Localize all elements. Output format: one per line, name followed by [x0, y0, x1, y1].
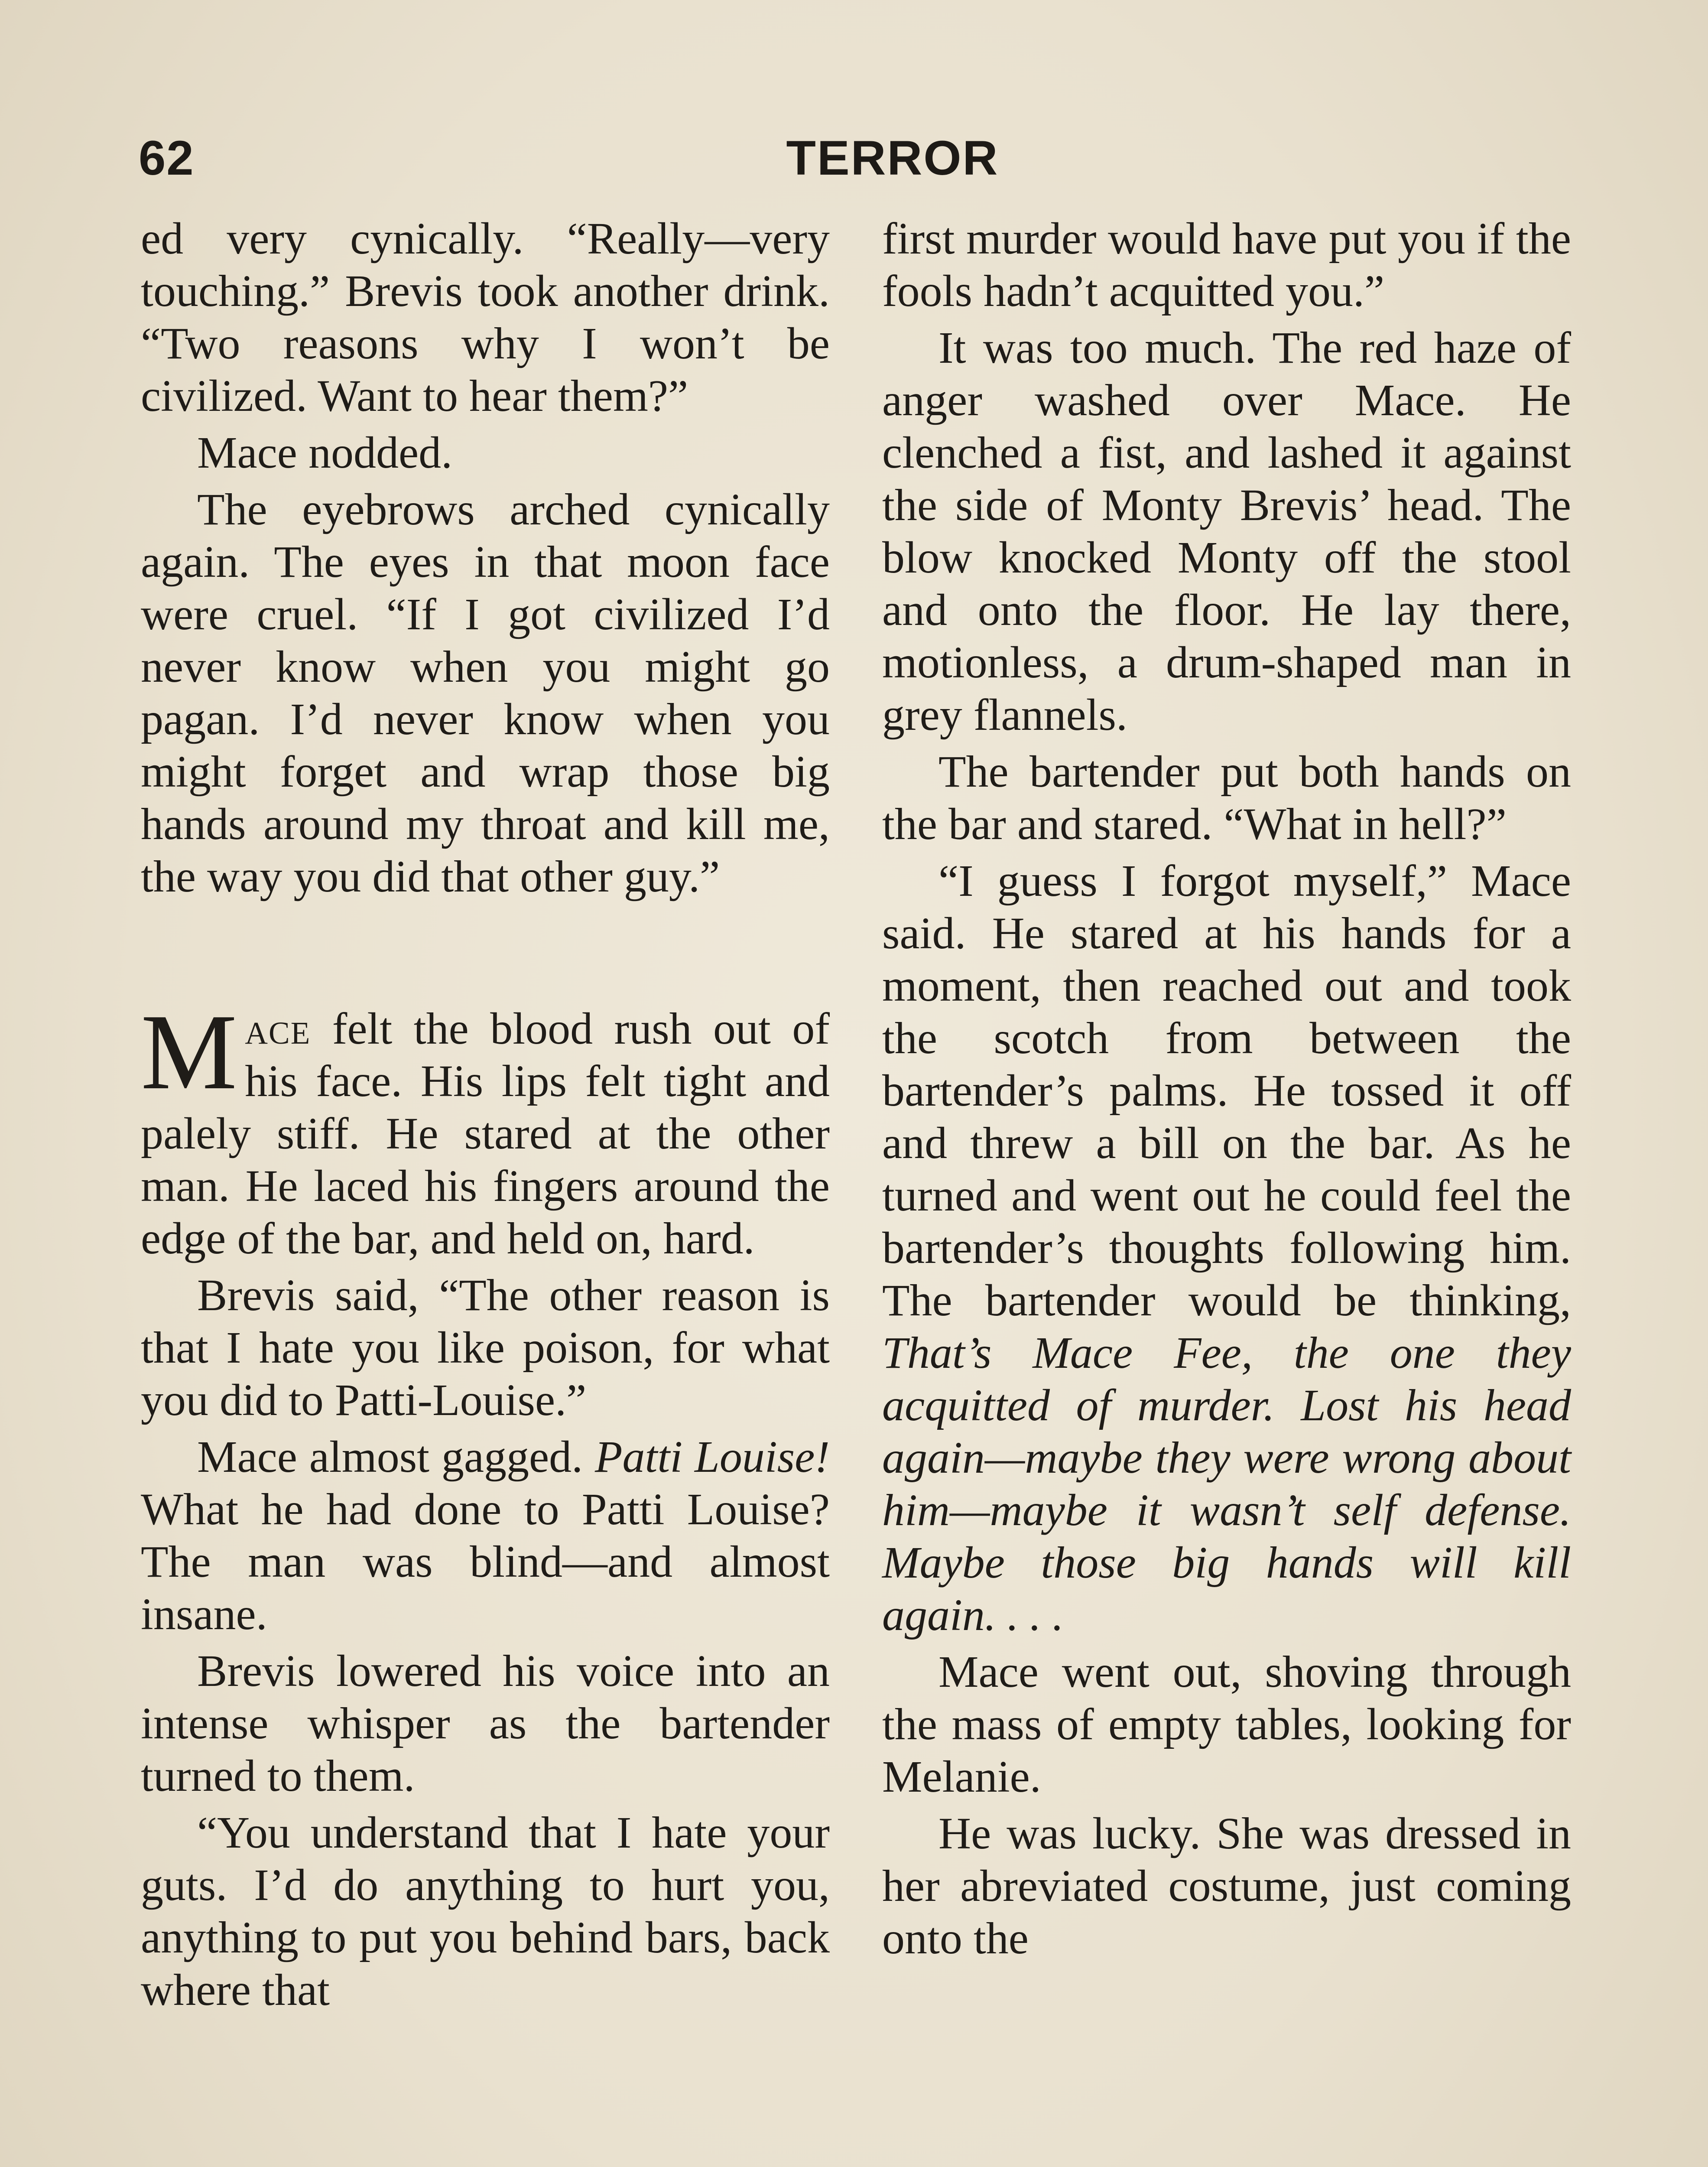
paragraph — [141, 1431, 830, 1640]
paragraph-text: What he had done to Patti Louise? The man was blind—and almost insane. — [141, 1484, 830, 1639]
paragraph: He was lucky. She was dressed in her abreviated costume, just coming onto the — [882, 1809, 1571, 1963]
paragraph-text: felt the blood rush out of his face. His lips felt tight and palely stiff. He stared at the other man. He laced his fingers around the edge of the bar, and held on, hard. — [141, 1004, 830, 1263]
page-number: 62 — [139, 131, 195, 185]
paragraph: The bartender put both hands on the bar and stared. “What in hell?” — [882, 747, 1571, 849]
small-caps-lead: ace — [245, 1004, 311, 1054]
italic-text: That’s Mace Fee, the one they acquitted of murder. Lost his head again—maybe they were wrong about him—maybe it wasn’t self defense. Maybe those big hands will kill again. . . . — [882, 1328, 1571, 1640]
right-column — [882, 212, 1571, 1969]
paragraph-text: “I guess I forgot myself,” Mace said. He stared at his hands for a moment, then reached out and took the scotch from between the bartender’s palms. He tossed it off and threw a bill on the bar. As he turned and went out he could feel the bartender’s thoughts following him. The bartender would be thinking, — [882, 856, 1571, 1325]
paragraph — [882, 855, 1571, 1641]
paragraph: “You understand that I hate your guts. I’d do anything to hurt you, anything to put you behind bars, back where that — [141, 1808, 830, 2015]
paragraph: Brevis said, “The other reason is that I hate you like poison, for what you did to Patti-Louise.” — [141, 1270, 830, 1425]
running-title: TERROR — [786, 131, 999, 185]
paragraph: ed very cynically. “Really—very touching.” Brevis took another drink. “Two reasons why I won’t be civilized. Want to hear them?” — [141, 214, 830, 421]
paragraph: Mace went out, shoving through the mass of empty tables, looking for Melanie. — [882, 1647, 1571, 1802]
drop-cap: M — [141, 992, 237, 1112]
paragraph: Mace nodded. — [197, 428, 453, 478]
paragraph: The eyebrows arched cynically again. The eyes in that moon face were cruel. “If I got civilized I’d never know when you might go pagan. I’d never know when you might forget and wrap those big hands around my throat and kill me, the way you did that other guy.” — [141, 485, 830, 901]
paragraph: It was too much. The red haze of anger washed over Mace. He clenched a fist, and lashed it against the side of Monty Brevis’ head. The blow knocked Monty off the stool and onto the floor. He lay there, motionless, a drum-shaped man in grey flannels. — [882, 323, 1571, 740]
paragraph-text: Mace almost gagged. — [197, 1432, 595, 1482]
left-column — [141, 212, 830, 2021]
italic-text: Patti Louise! — [594, 1432, 830, 1482]
section-opening-paragraph — [141, 992, 830, 1265]
paragraph: first murder would have put you if the fools hadn’t acquitted you.” — [882, 214, 1571, 316]
page-header — [139, 126, 1568, 191]
paragraph: Brevis lowered his voice into an intense whisper as the bartender turned to them. — [141, 1646, 830, 1801]
